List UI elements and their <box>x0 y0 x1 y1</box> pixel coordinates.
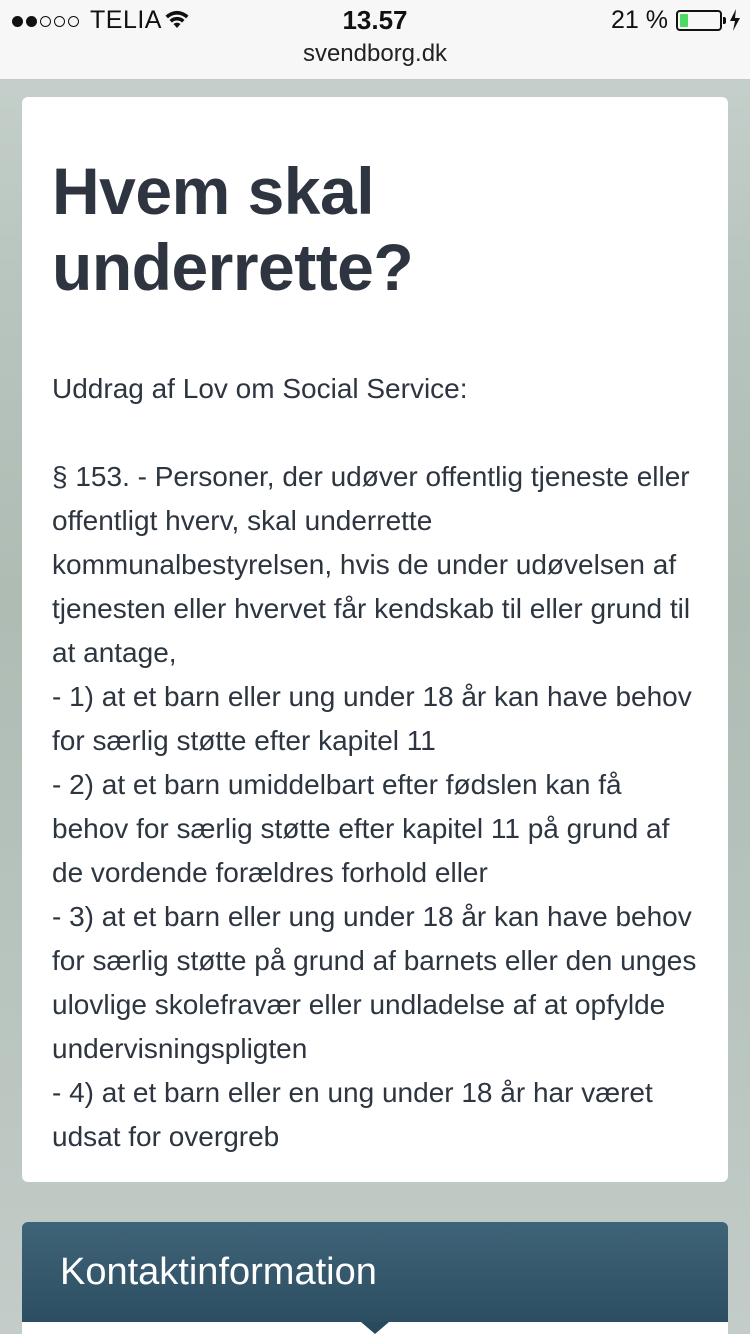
charging-icon <box>728 8 742 32</box>
contact-title: Kontaktinformation <box>60 1251 377 1293</box>
page-title-line: Hvem skal <box>52 154 375 228</box>
battery-level-fill <box>680 14 688 27</box>
contact-section-header[interactable] <box>22 1222 728 1334</box>
law-item: - 4) at et barn eller en ung under 18 år har været udsat for overgreb <box>52 1077 653 1152</box>
law-item: - 3) at et barn eller ung under 18 år kan have behov for særlig støtte på grund af barnets eller den unges ulovlige skolefravær eller undladelse af at opfylde undervisningspligten <box>52 901 697 1064</box>
battery-icon <box>676 10 722 31</box>
carrier-name: TELIA <box>90 6 162 34</box>
clock: 13.57 <box>342 5 408 35</box>
law-paragraph: § 153. - Personer, der udøver offentlig tjeneste eller offentligt hverv, skal underrette kommunalbestyrelsen, hvis de under udøvelsen af tjenesten eller hvervet får kendskab til eller grund til at antage, <box>52 461 691 668</box>
law-item: - 2) at et barn umiddelbart efter fødslen kan få behov for særlig støtte efter kapitel 11 på grund af de vordende forældres forhold eller <box>52 769 670 888</box>
status-bar <box>0 0 750 80</box>
address-bar-url[interactable]: svendborg.dk <box>302 40 448 67</box>
article-card <box>22 97 728 1182</box>
intro-text: Uddrag af Lov om Social Service: <box>52 373 468 404</box>
page-title <box>52 153 698 305</box>
law-item: - 1) at et barn eller ung under 18 år kan have behov for særlig støtte efter kapitel 11 <box>52 681 692 756</box>
caret-down-icon <box>361 1322 389 1334</box>
page-title-line: underrette? <box>52 230 414 304</box>
battery-percentage: 21 % <box>611 6 668 34</box>
law-excerpt <box>52 455 698 1159</box>
